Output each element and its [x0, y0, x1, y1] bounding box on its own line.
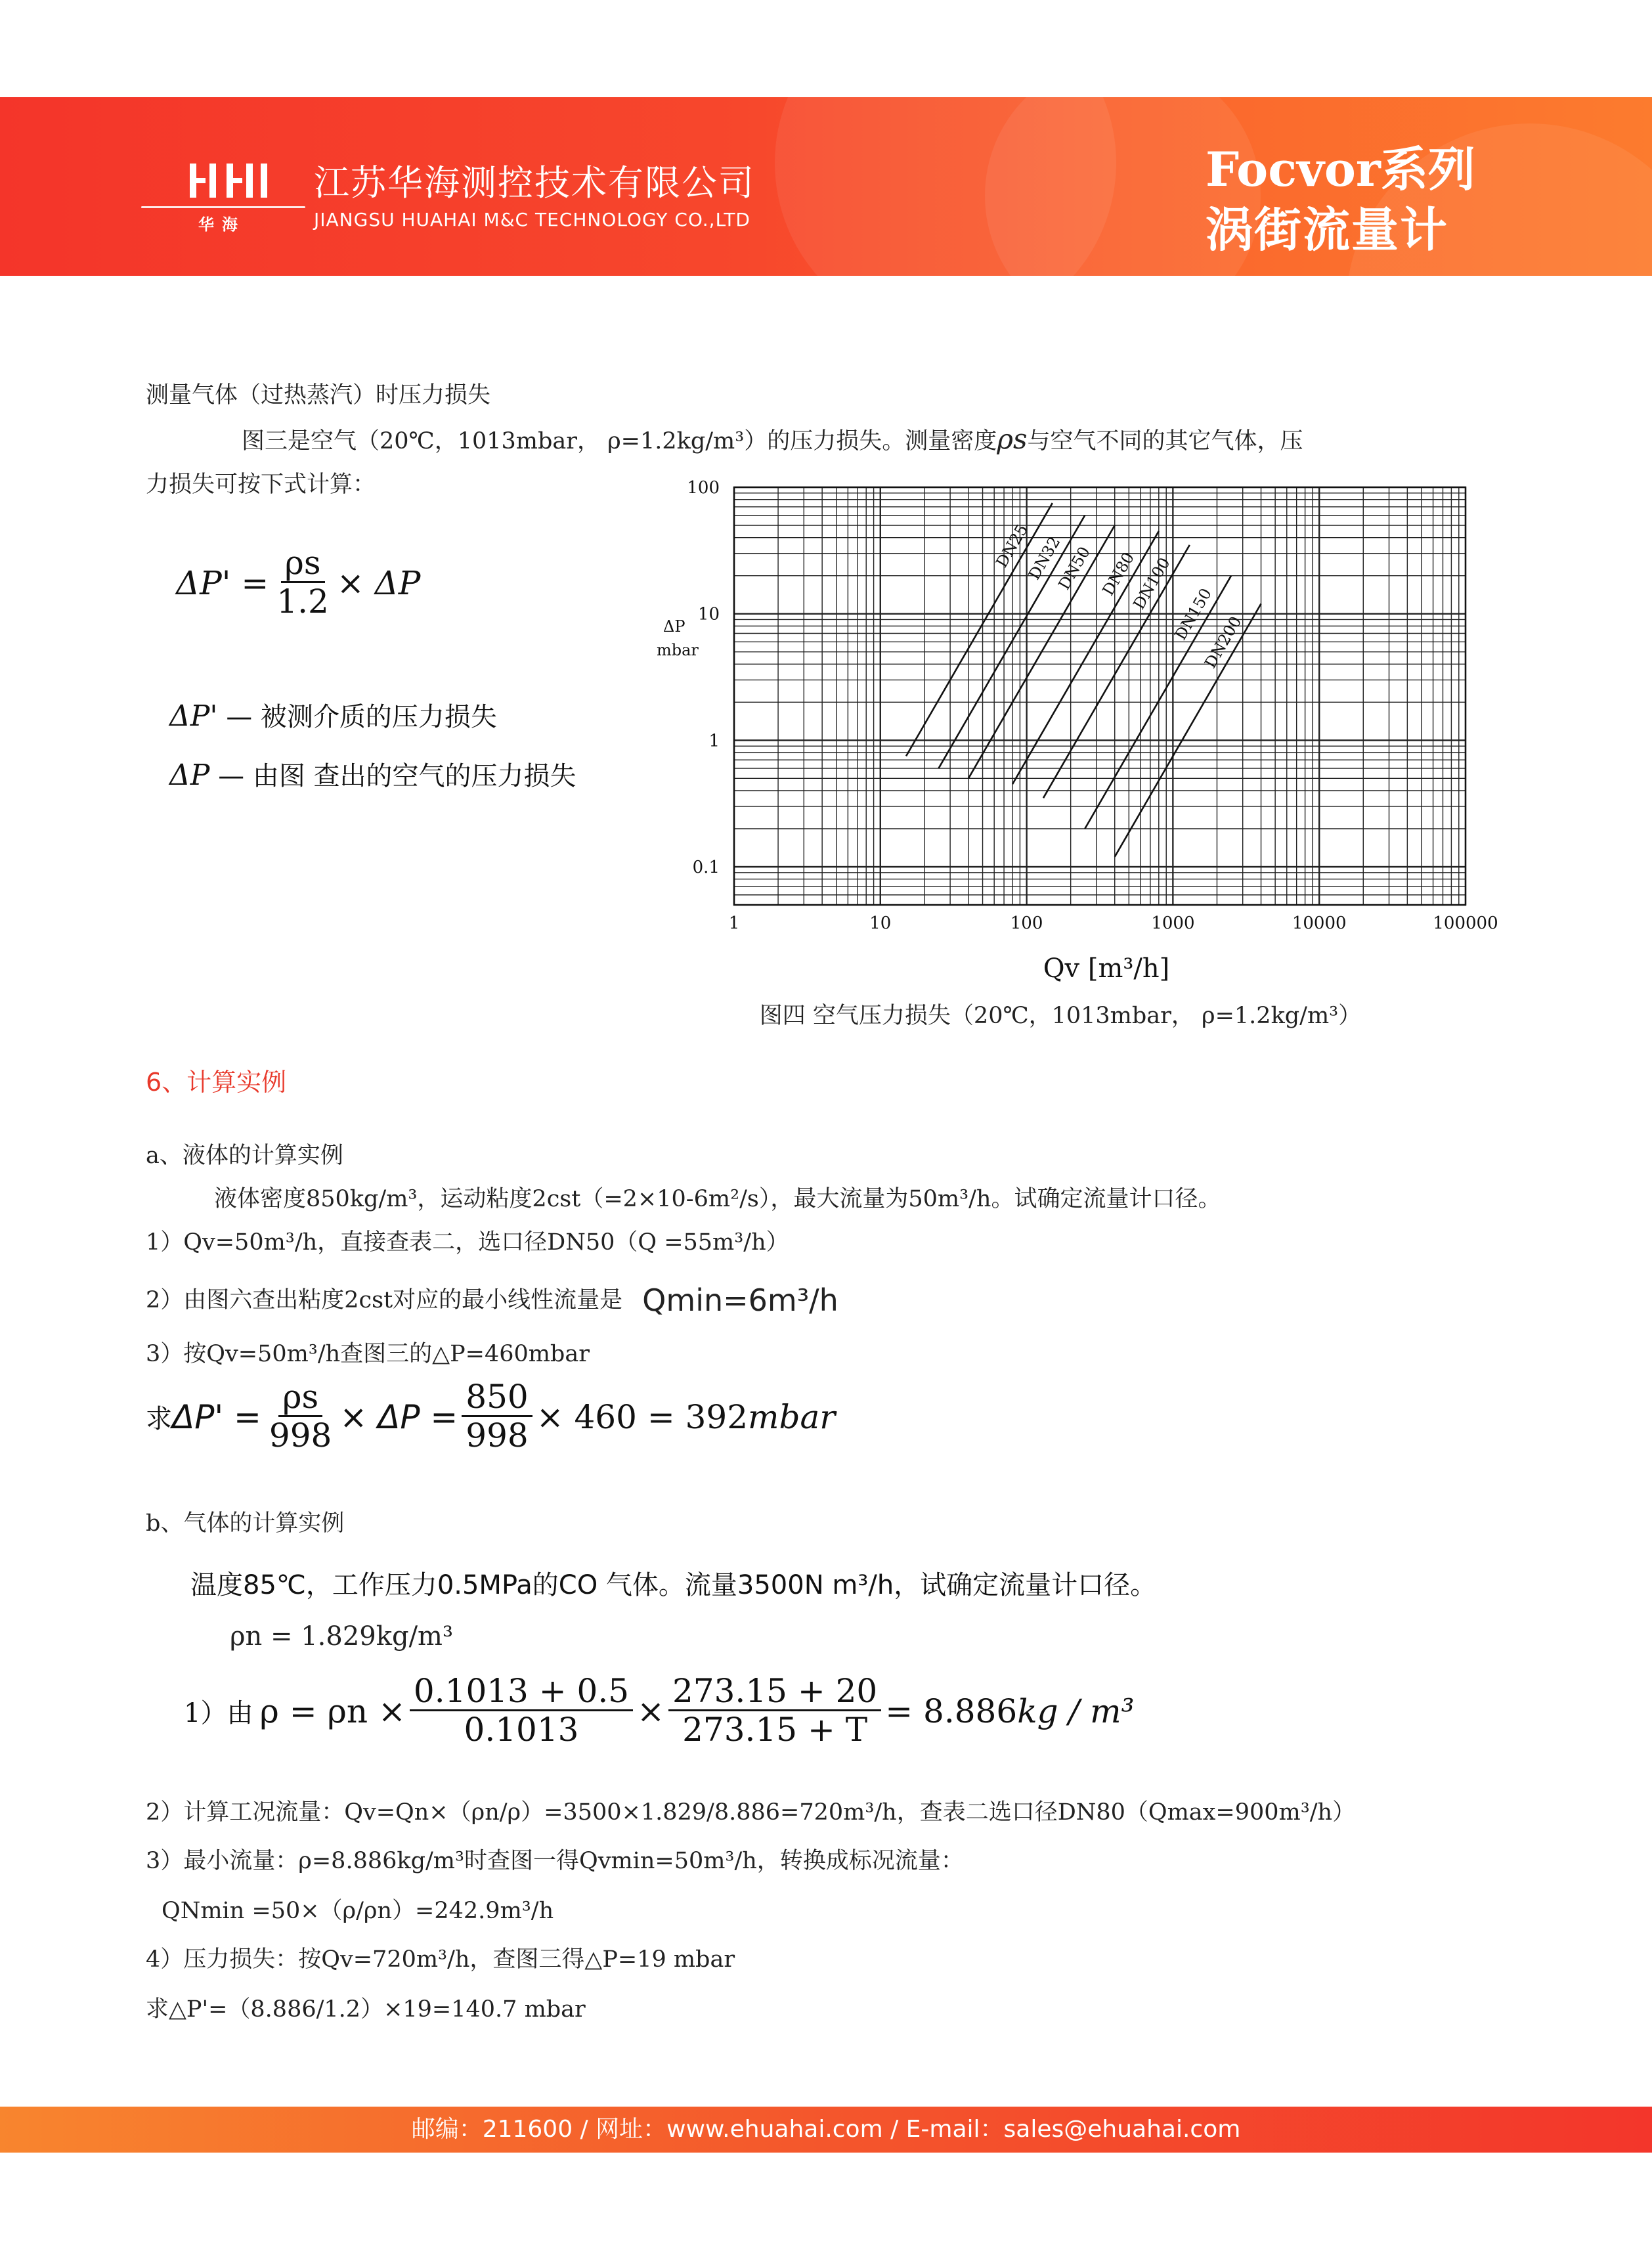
x-tick-label: 100000 — [1433, 913, 1498, 933]
gas-loss-formula: ΔP' = $\frac{\rho s}{1.2}$ × ΔP — [176, 544, 421, 621]
product-series: Focvor系列 — [1206, 141, 1475, 197]
liquid-example-heading: a、液体的计算实例 — [146, 1143, 343, 1169]
liquid-step-2: 2）由图六查出粘度2cst对应的最小线性流量是 Qmin=6m³/h — [146, 1282, 838, 1318]
gas-loss-paragraph-line1: 图三是空气（20℃，1013mbar， ρ=1.2kg/m³）的压力损失。测量密度ρs与空气不同的其它气体，压 — [242, 423, 1303, 455]
y-axis-label: ΔP — [663, 617, 685, 636]
x-axis-label: Qv [m³/h] — [1043, 953, 1170, 984]
y-tick-label: 100 — [687, 478, 720, 498]
x-tick-label: 1000 — [1151, 913, 1195, 933]
footer-contact: 邮编：211600 / 网址：www.ehuahai.com / E-mail：sales@ehuahai.com — [411, 2116, 1241, 2143]
x-tick-label: 10 — [869, 913, 892, 933]
series-line-dn25 — [906, 503, 1053, 756]
y-tick-label: 0.1 — [692, 858, 720, 878]
y-axis-unit-label: mbar — [657, 641, 699, 659]
series-label: DN50 — [1054, 543, 1094, 593]
company-name-en: JIANGSU HUAHAI M&C TECHNOLOGY CO.,LTD — [314, 209, 750, 230]
x-tick-label: 100 — [1010, 913, 1043, 933]
gas-rho-n: ρn = 1.829kg/m³ — [230, 1621, 454, 1652]
legend-measured-loss: ΔP' — 被测介质的压力损失 — [169, 699, 497, 733]
liquid-calc-formula: 求 ΔP' = $\frac{\rho s}{998}$ × ΔP = $\frac{850}{998}$ × 460 = 392 mbar — [146, 1378, 836, 1455]
liquid-step-3: 3）按Qv=50m³/h查图三的△P=460mbar — [146, 1341, 590, 1367]
y-tick-label: 10 — [697, 604, 720, 625]
company-name-cn: 江苏华海测控技术有限公司 — [314, 162, 755, 204]
gas-step-4: 4）压力损失：按Qv=720m³/h，查图三得△P=19 mbar — [146, 1946, 735, 1973]
series-label: DN32 — [1024, 533, 1064, 583]
product-name: 涡街流量计 — [1206, 202, 1449, 257]
gas-step-2: 2）计算工况流量：Qv=Qn×（ρn/ρ）=3500×1.829/8.886=720m³/h，查表二选口径DN80（Qmax=900m³/h） — [146, 1799, 1356, 1826]
gas-density-formula: 1）由 ρ = ρn × $\frac{0.1013 + 0.5}{0.1013}$ × $\frac{273.15 + 20}{273.15 + T}$ = 8.886 kg / m³ — [184, 1672, 1135, 1749]
gas-loss-paragraph-line2: 力损失可按下式计算： — [146, 471, 376, 498]
logo-swoosh — [141, 206, 305, 208]
x-tick-label: 10000 — [1292, 913, 1347, 933]
series-label: DN25 — [992, 521, 1032, 571]
legend-air-loss: ΔP — 由图 查出的空气的压力损失 — [169, 758, 576, 792]
gas-example-heading: b、气体的计算实例 — [146, 1510, 345, 1537]
company-logo-icon — [187, 161, 272, 200]
gas-example-intro: 温度85℃，工作压力0.5MPa的CO 气体。流量3500N m³/h，试确定流量计口径。 — [190, 1570, 1157, 1600]
gas-loss-heading: 测量气体（过热蒸汽）时压力损失 — [146, 382, 491, 408]
y-tick-label: 1 — [708, 731, 720, 751]
gas-step-3: 3）最小流量：ρ=8.886kg/m³时查图一得Qvmin=50m³/h，转换成标况流量： — [146, 1848, 964, 1874]
rho-s-symbol: ρs — [997, 423, 1028, 455]
series-label: DN200 — [1201, 613, 1246, 672]
liquid-step-1: 1）Qv=50m³/h，直接查表二，选口径DN50（Q =55m³/h） — [146, 1229, 789, 1256]
gas-step-3-calc: QNmin =50×（ρ/ρn）=242.9m³/h — [162, 1898, 554, 1924]
qmin-formula: Qmin=6m³/h — [642, 1282, 838, 1318]
chart-caption: 图四 空气压力损失（20℃，1013mbar， ρ=1.2kg/m³） — [759, 1003, 1362, 1029]
logo-subtext: 华海 — [198, 215, 246, 234]
series-label: DN150 — [1171, 585, 1215, 644]
section-6-title: 6、计算实例 — [146, 1068, 287, 1097]
x-tick-label: 1 — [728, 913, 740, 933]
gas-step-4-calc: 求△P'=（8.886/1.2）×19=140.7 mbar — [146, 1996, 586, 2023]
series-label: DN80 — [1098, 549, 1139, 599]
series-label: DN100 — [1129, 554, 1174, 613]
liquid-example-intro: 液体密度850kg/m³，运动粘度2cst（=2×10-6m²/s），最大流量为50m³/h。试确定流量计口径。 — [214, 1186, 1221, 1212]
pressure-loss-chart — [657, 460, 1510, 1038]
